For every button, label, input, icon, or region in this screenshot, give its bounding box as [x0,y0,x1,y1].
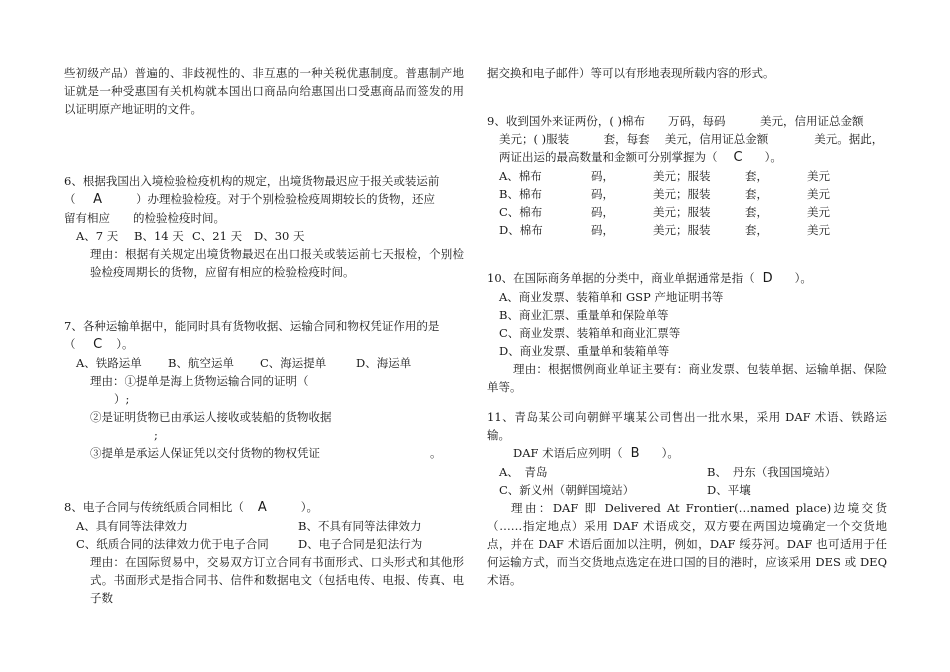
question-11-stem: 11、青岛某公司向朝鲜平壤某公司售出一批水果，采用 DAF 术语、铁路运输。 [487,410,887,442]
question-9-stem-line3: 两证出运的最高数量和金额可分别掌握为（ C ）。 [499,150,782,165]
question-6-option-d: D、30 天 [254,229,305,243]
question-8-options-row1 [64,517,464,535]
question-8-option-b: B、不具有同等法律效力 [298,519,422,533]
question-9-stem: 9、收到国外来证两份，( )棉布 万码，每码 美元，信用证总金额 [487,114,864,128]
question-10 [487,269,887,396]
question-6-option-a: A、7 天 [76,229,119,243]
question-6-stem-line3: 留有相应 的检验检疫时间。 [64,211,225,225]
question-7-reason-2: ②是证明货物已由承运人接收或装船的货物收据 [90,410,332,424]
question-6-answer: A [93,192,103,207]
question-11-options-row2 [487,481,887,499]
question-7-option-d: D、海运单 [356,356,412,370]
question-9-option-c: C、棉布 码， 美元；服装 套， 美元 [499,205,830,219]
question-9-option-d: D、棉布 码， 美元；服装 套， 美元 [499,223,830,237]
question-7-reason-2-end: ; [154,428,158,442]
question-11-option-d: D、平壤 [707,483,751,497]
question-10-option-a: A、商业发票、装箱单和 GSP 产地证明书等 [499,290,724,304]
question-8-reason: 理由：在国际贸易中，交易双方订立合同有书面形式、口头形式和其他形式。书面形式是指合同书、信件和数据电文（包括电传、电报、传真、电子数 [90,555,464,605]
question-11-option-c: C、新义州（朝鲜国境站） [499,483,635,497]
right-column [487,64,887,589]
question-8-option-a: A、具有同等法律效力 [76,519,188,533]
question-9-stem-line2: 美元；( )服装 套，每套 美元，信用证总金额 美元。据此， [499,132,884,146]
question-7-reason-3: ③提单是承运人保证凭以交付货物的物权凭证 。 [90,446,442,460]
question-8-stem: 8、电子合同与传统纸质合同相比（ A ）。 [64,500,318,515]
question-8-answer: A [257,500,267,515]
question-11-answer: B [630,446,640,461]
question-7-stem-line2: （ C ）。 [64,337,134,352]
question-6-stem: 6、根据我国出入境检验检疫机构的规定，出境货物最迟应于报关或装运前 [64,174,440,188]
question-9-answer: C [733,150,743,165]
question-9-option-a: A、棉布 码， 美元；服装 套， 美元 [499,169,830,183]
question-8-option-c: C、纸质合同的法律效力优于电子合同 [76,537,269,551]
question-11-options-row1 [487,463,887,481]
continued-paragraph: 据交换和电子邮件）等可以有形地表现所载内容的形式。 [487,66,775,80]
question-7-options [64,354,464,372]
question-11-option-a: A、 青岛 [499,465,548,479]
question-10-stem: 10、在国际商务单据的分类中，商业单据通常是指（ D ）。 [487,271,812,286]
question-11-stem-line2: DAF 术语后应列明（ B ）。 [513,446,679,461]
question-7-reason-1: 理由：①提单是海上货物运输合同的证明（ [90,374,309,388]
question-7 [64,317,464,462]
question-9-options [487,167,887,239]
question-6-option-c: C、21 天 [192,229,243,243]
question-8 [64,498,464,607]
question-6-stem-line2: （ A ）办理检验检疫。对于个别检验检疫周期较长的货物，还应 [64,192,436,207]
question-9-option-b: B、棉布 码， 美元；服装 套， 美元 [499,187,830,201]
question-11-reason: 理由：DAF 即 Delivered At Frontier(…named place)边境交货（……指定地点）采用 DAF 术语成交，双方要在两国边境确定一个交货地点，并在 DAF 术语后面加以注明，例如，DAF 绥芬河。DAF 也可适用于任何运输方式，而当交货地点选定在进口国的目的港时，应该采用 DES 或 DEQ 术语。 [487,501,887,587]
question-8-option-d: D、电子合同是犯法行为 [298,537,423,551]
question-10-option-b: B、商业汇票、重量单和保险单等 [499,308,669,322]
question-11 [487,408,887,589]
question-6 [64,172,464,281]
question-7-stem: 7、各种运输单据中，能同时具有货物收据、运输合同和物权凭证作用的是 [64,319,440,333]
question-7-reason-1-end: ）; [114,392,130,406]
question-10-reason: 理由：根据惯例商业单证主要有：商业发票、包装单据、运输单据、保险单等。 [487,362,887,394]
question-7-option-c: C、海运提单 [260,356,327,370]
question-9 [487,112,887,239]
question-10-answer: D [762,271,773,286]
question-8-options-row2 [64,535,464,553]
left-column [64,64,464,607]
question-6-option-b: B、14 天 [134,229,184,243]
question-7-option-b: B、航空运单 [168,356,234,370]
question-6-reason: 理由：根据有关规定出境货物最迟在出口报关或装运前七天报检，个别检验检疫周期长的货物，应留有相应的检验检疫时间。 [90,247,464,279]
question-10-option-c: C、商业发票、装箱单和商业汇票等 [499,326,681,340]
question-6-options [64,227,464,245]
question-11-option-b: B、 丹东（我国国境站） [707,465,837,479]
question-7-answer: C [93,337,103,352]
intro-paragraph: 些初级产品）普遍的、非歧视性的、非互惠的一种关税优惠制度。普惠制产地证就是一种受惠国有关机构就本国出口商品向给惠国出口受惠商品而签发的用以证明原产地证明的文件。 [64,66,464,116]
question-10-option-d: D、商业发票、重量单和装箱单等 [499,344,670,358]
question-7-option-a: A、铁路运单 [76,356,142,370]
